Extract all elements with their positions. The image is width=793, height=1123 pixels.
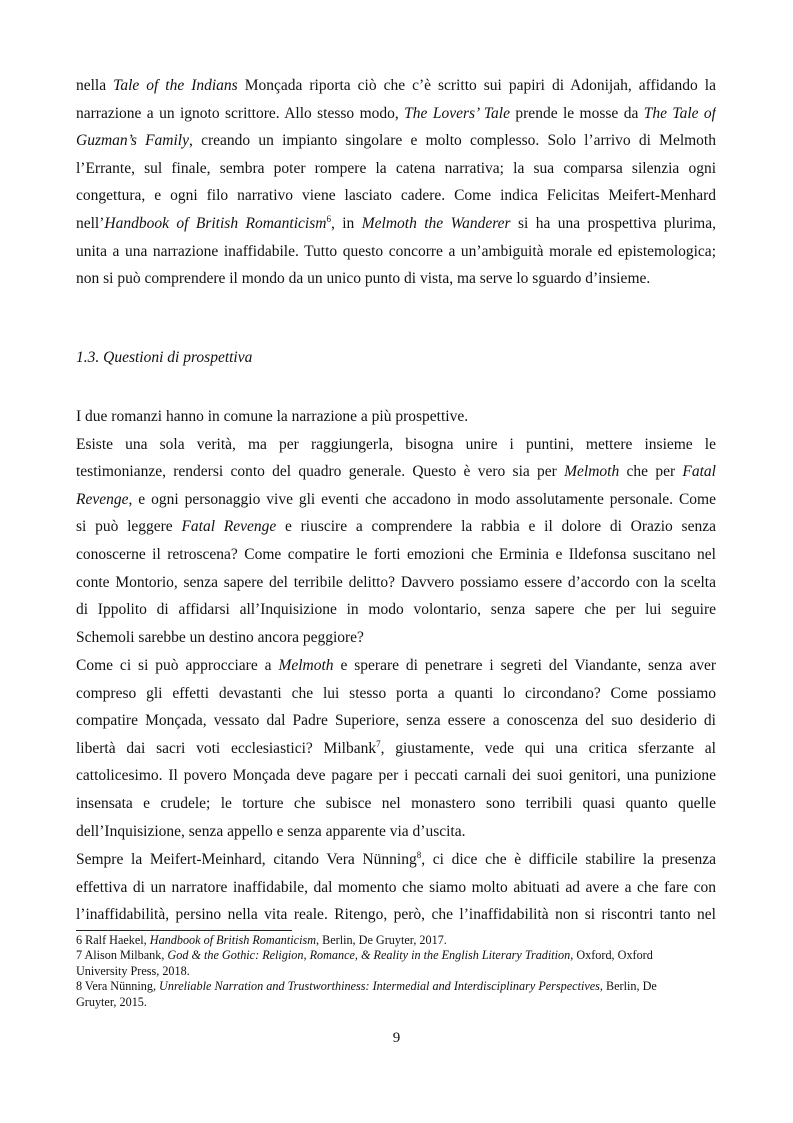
text-line: l’Errante, sul finale, sembra poter rompere la catena narrativa; la sua comparsa silenzia ogni [76, 159, 716, 177]
footnote-8: 8 Vera Nünning, Unreliable Narration and Trustworthiness: Intermedial and Interdisciplinary Perspectives, Berlin, De [76, 979, 657, 994]
text-line: Revenge, e ogni personaggio vive gli eventi che accadono in modo assolutamente personale. Come [76, 490, 716, 508]
text-line: libertà dai sacri voti ecclesiastici? Milbank$^7$, giustamente, vede qui una critica sferzante al [76, 738, 716, 757]
text-line: Come ci si può approcciare a Melmoth e sperare di penetrare i segreti del Viandante, senza aver [76, 657, 716, 674]
text-line: conte Montorio, senza sapere del terribile delitto? Davvero possiamo essere d’accordo con la scelta [76, 573, 716, 591]
text-line: Guzman’s Family, creando un impianto singolare e molto complesso. Solo l’arrivo di Melmoth [76, 132, 716, 150]
text-line: Esiste una sola verità, ma per raggiungerla, bisogna unire i puntini, mettere insieme le [76, 435, 716, 453]
text-line: non si può comprendere il mondo da un unico punto di vista, ma serve lo sguardo d’insieme. [76, 270, 651, 288]
text-line: compreso gli effetti devastanti che lui stesso porta a quanti lo circondano? Come possiamo [76, 684, 716, 702]
text-line: I due romanzi hanno in comune la narrazione a più prospettive. [76, 408, 469, 425]
text-line: conoscerne il retroscena? Come compatire le forti emozioni che Erminia e Ildefonsa suscitano nel [76, 545, 716, 563]
section-heading: 1.3. Questioni di prospettiva [76, 349, 253, 366]
text-line: effettiva di un narratore inaffidabile, dal momento che siamo molto abituati ad avere a che fare con [76, 878, 716, 896]
footnote-7: 7 Alison Milbank, God & the Gothic: Religion, Romance, & Reality in the English Literary Tradition, Oxford, Oxford [76, 948, 653, 963]
text-line: compatire Monçada, vessato dal Padre Superiore, senza essere a conoscenza del suo desiderio di [76, 712, 716, 730]
footnote-ref: 7 [376, 738, 381, 749]
text-line: di Ippolito di affidarsi all’Inquisizione in modo volontario, senza sapere che per lui seguire [76, 601, 716, 619]
text-line: dell’Inquisizione, senza appello e senza apparente via d’uscita. [76, 822, 466, 840]
paragraph-4 [76, 846, 716, 929]
text-line: insensata e crudele; le torture che subisce nel monastero sono terribili quasi quanto quelle [76, 794, 716, 812]
text-line: narrazione a un ignoto scrittore. Allo stesso modo, The Lovers’ Tale prende le mosse da The Tale of [76, 104, 716, 122]
paragraph-3 [76, 652, 716, 845]
text-line: si può leggere Fatal Revenge e riuscire a comprendere la rabbia e il dolore di Orazio senza [76, 518, 716, 536]
text-line: congettura, e ogni filo narrativo viene lasciato cadere. Come indica Felicitas Meifert-Menhard [76, 187, 716, 205]
text-line: unita a una narrazione inaffidabile. Tutto questo concorre a un’ambiguità morale ed epistemologica; [76, 242, 716, 260]
text-line: Sempre la Meifert-Meinhard, citando Vera Nünning$^8$, ci dice che è difficile stabilire la presenza [76, 849, 716, 868]
paragraph-2 [76, 403, 716, 651]
text-line: nella Tale of the Indians Monçada riporta ciò che c’è scritto sui papiri di Adonijah, affidando la [76, 77, 716, 94]
text-line: nell’Handbook of British Romanticism$^6$, in Melmoth the Wanderer si ha una prospettiva plurima, [76, 213, 716, 232]
footnote-6: 6 Ralf Haekel, Handbook of British Romanticism, Berlin, De Gruyter, 2017. [76, 933, 447, 947]
paragraph-1 [76, 72, 716, 293]
text-line: l’inaffidabilità, persino nella vita reale. Ritengo, però, che l’inaffidabilità non si riscontri tanto nel [76, 906, 716, 924]
footnote-8-cont: Gruyter, 2015. [76, 994, 147, 1009]
footnote-ref: 8 [416, 849, 422, 860]
footnote-divider [76, 930, 292, 931]
text-line: Schemoli sarebbe un destino ancora peggiore? [76, 628, 364, 646]
footnote-7-cont: University Press, 2018. [76, 963, 190, 978]
footnotes [76, 933, 716, 1010]
text-line: testimonianze, rendersi conto del quadro generale. Questo è vero sia per Melmoth che per Fatal [76, 463, 716, 481]
page-number: 9 [392, 1030, 401, 1046]
footnote-ref: 6 [326, 213, 331, 224]
text-line: cattolicesimo. Il povero Monçada deve pagare per i peccati carnali dei suoi genitori, una punizione [76, 767, 716, 785]
